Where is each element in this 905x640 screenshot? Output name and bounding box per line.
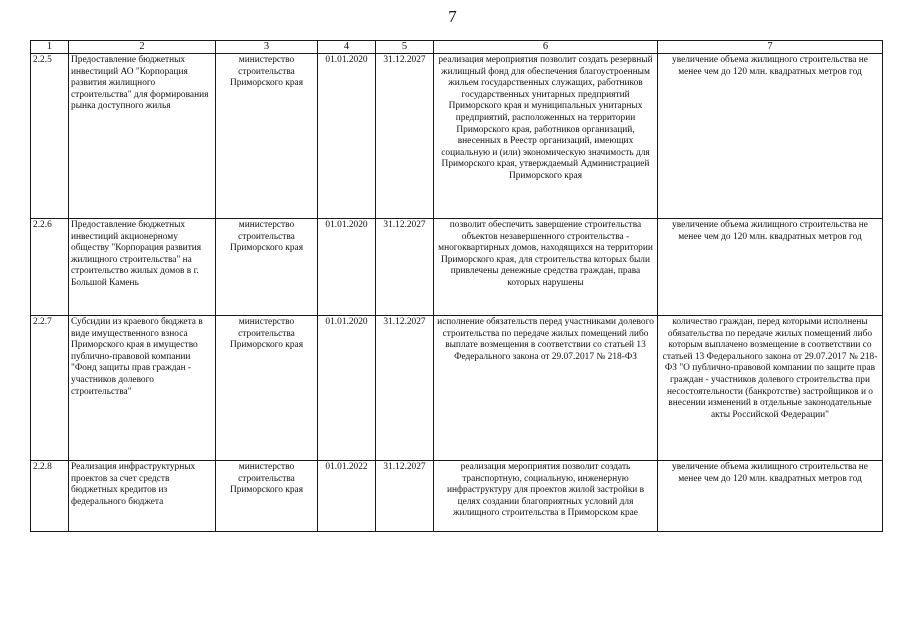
expected-result: позволит обеспечить завершение строительства объектов незавершенного строительства - многоквартирных домов, находящихся на территории Приморского края, для строительства которых были привлечены денежные средства граждан, права которых нарушены <box>434 219 658 316</box>
column-header: 6 <box>434 41 658 54</box>
indicator: увеличение объема жилищного строительства не менее чем до 120 млн. квадратных метров год <box>658 54 883 219</box>
indicator: увеличение объема жилищного строительства не менее чем до 120 млн. квадратных метров год <box>658 219 883 316</box>
measure-name: Реализация инфраструктурных проектов за счет средств бюджетных кредитов из федерального бюджета <box>69 461 216 532</box>
executor: министерство строительства Приморского края <box>216 316 318 461</box>
measure-name: Субсидии из краевого бюджета в виде имущественного взноса Приморского края в имущество публично-правовой компании "Фонд защиты прав граждан - участников долевого строительства" <box>69 316 216 461</box>
table-row <box>31 219 883 316</box>
measure-name: Предоставление бюджетных инвестиций акционерному обществу "Корпорация развития жилищного строительства" на строительство жилых домов в г. Большой Камень <box>69 219 216 316</box>
end-date: 31.12.2027 <box>376 316 434 461</box>
measure-name: Предоставление бюджетных инвестиций АО "Корпорация развития жилищного строительства" для формирования рынка доступного жилья <box>69 54 216 219</box>
indicator: увеличение объема жилищного строительства не менее чем до 120 млн. квадратных метров год <box>658 461 883 532</box>
page-number: 7 <box>448 7 457 26</box>
expected-result: реализация мероприятия позволит создать резервный жилищный фонд для обеспечения благоустроенным жильем государственных служащих, работников государственных унитарных предприятий Приморского края и муниципальных унитарных предприятий, расположенных на территории Приморского края, работников организаций, внесенных в Реестр организаций, имеющих социальную и (или) экономическую значимость для Приморского края, утверждаемый Администрацией Приморского края <box>434 54 658 219</box>
column-header: 3 <box>216 41 318 54</box>
column-header: 4 <box>318 41 376 54</box>
expected-result: исполнение обязательств перед участниками долевого строительства по передаче жилых помещений либо выплате возмещения в соответствии со статьей 13 Федерального закона от 29.07.2017 № 218-ФЗ <box>434 316 658 461</box>
start-date: 01.01.2020 <box>318 316 376 461</box>
row-number: 2.2.7 <box>31 316 69 461</box>
end-date: 31.12.2027 <box>376 219 434 316</box>
expected-result: реализация мероприятия позволит создать транспортную, социальную, инженерную инфраструктуру для проектов жилой застройки в целях создании благоприятных условий для жилищного строительства в Приморском крае <box>434 461 658 532</box>
row-number: 2.2.6 <box>31 219 69 316</box>
executor: министерство строительства Приморского края <box>216 461 318 532</box>
row-number: 2.2.5 <box>31 54 69 219</box>
start-date: 01.01.2022 <box>318 461 376 532</box>
row-number: 2.2.8 <box>31 461 69 532</box>
table-row <box>31 316 883 461</box>
end-date: 31.12.2027 <box>376 54 434 219</box>
start-date: 01.01.2020 <box>318 219 376 316</box>
start-date: 01.01.2020 <box>318 54 376 219</box>
table-row <box>31 461 883 532</box>
column-header: 2 <box>69 41 216 54</box>
column-header: 1 <box>31 41 69 54</box>
executor: министерство строительства Приморского края <box>216 54 318 219</box>
measures-table <box>30 40 883 532</box>
header-row <box>31 41 883 54</box>
end-date: 31.12.2027 <box>376 461 434 532</box>
column-header: 5 <box>376 41 434 54</box>
table-row <box>31 54 883 219</box>
indicator: количество граждан, перед которыми исполнены обязательства по передаче жилых помещений либо которым выплачено возмещение в соответствии со статьей 13 Федерального закона от 29.07.2017 № 218-ФЗ "О публично-правовой компании по защите прав граждан - участников долевого строительства при несостоятельности (банкротстве) застройщиков и о внесении изменений в отдельные законодательные акты Российской Федерации" <box>658 316 883 461</box>
column-header: 7 <box>658 41 883 54</box>
executor: министерство строительства Приморского края <box>216 219 318 316</box>
